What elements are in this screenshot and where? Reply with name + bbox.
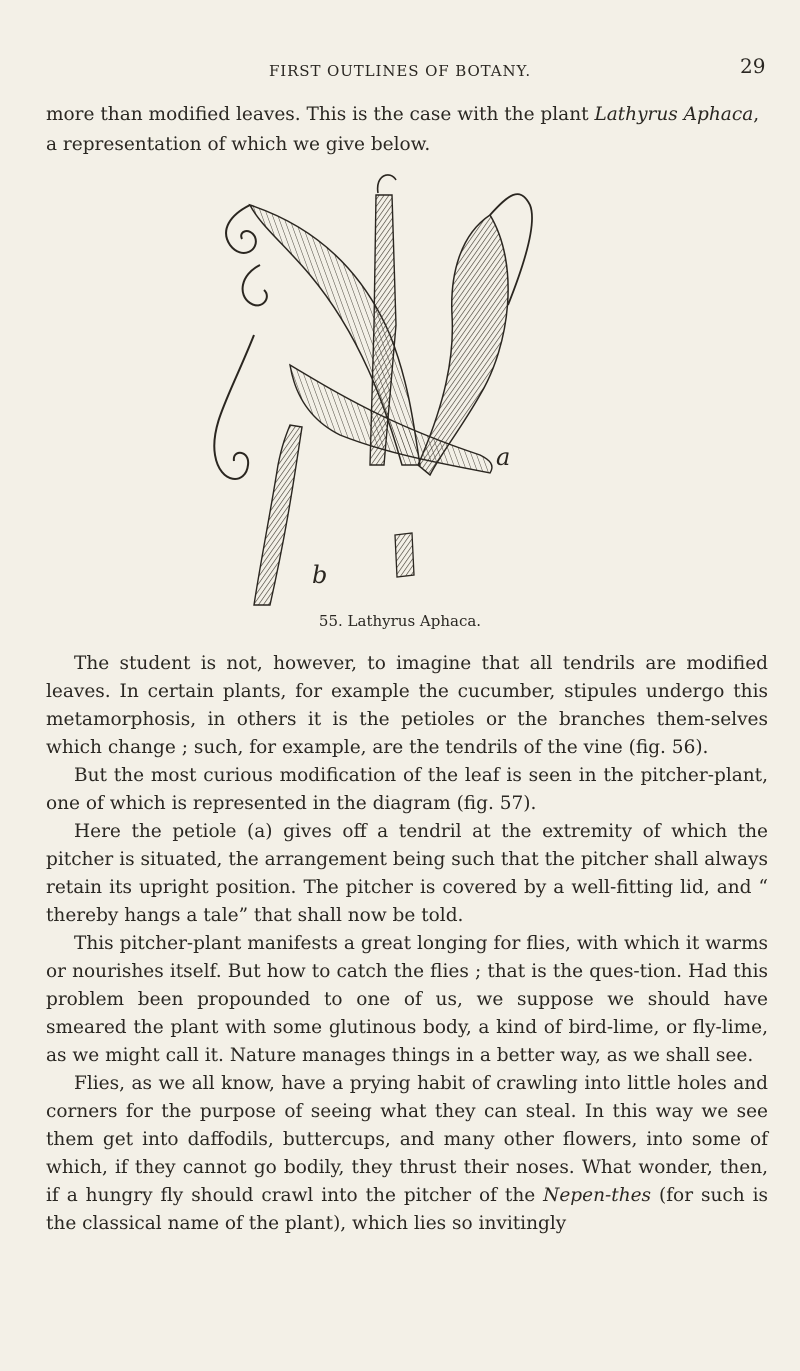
paragraph-5-text-2: (for such is the classical name of the plant), which lies so invitingly bbox=[46, 1185, 768, 1234]
tendril-left-mid bbox=[243, 265, 267, 305]
figure-label-b: b bbox=[312, 561, 328, 589]
species-name: Lathyrus Aphaca bbox=[594, 104, 754, 125]
intro-text-1: more than modified leaves. This is the case with the plant bbox=[46, 104, 595, 125]
paragraph-3: Here the petiole (a) gives off a tendril at the extremity of which the pitcher is situated, the arrangement being such that the pitcher shall always retain its upright position. The pitcher is covered by a well-fitting lid, and “ thereby hangs a tale” that shall now be told. bbox=[46, 821, 768, 926]
right-stipule bbox=[418, 215, 511, 475]
body-text bbox=[46, 650, 768, 1238]
paragraph-5 bbox=[46, 1070, 768, 1238]
main-stem bbox=[254, 425, 302, 605]
paragraph-4: This pitcher-plant manifests a great longing for flies, with which it warms or nourishes itself. But how to catch the flies ; that is the ques-tion. Had this problem been propounded to one of us, we suppose we should have smeared the plant with some glutinous body, a kind of bird-lime, or fly-lime, as we might call it. Nature manages things in a better way, as we shall see. bbox=[46, 933, 768, 1066]
paragraph-5-text-1: Flies, as we all know, have a prying habit of crawling into little holes and corners for the purpose of seeing what they can steal. In this way we see them get into daffodils, buttercups, and many other flowers, into some of which, if they cannot go bodily, they thrust their noses. What wonder, then, if a hungry fly should crawl into the pitcher of the bbox=[46, 1073, 768, 1206]
intro-paragraph bbox=[46, 100, 766, 160]
stub bbox=[395, 533, 414, 577]
tendril-top bbox=[378, 175, 396, 193]
page-number: 29 bbox=[740, 54, 766, 78]
genus-name: Nepen-thes bbox=[543, 1185, 652, 1206]
figure-label-a: a bbox=[496, 443, 511, 471]
tendril-left-low bbox=[214, 335, 254, 479]
figure-caption: 55. Lathyrus Aphaca. bbox=[318, 612, 482, 630]
plant-illustration bbox=[190, 165, 610, 610]
figure-lathyrus-aphaca bbox=[190, 165, 610, 610]
tendril-left-top bbox=[226, 205, 256, 253]
running-head: FIRST OUTLINES OF BOTANY. bbox=[268, 62, 532, 80]
paragraph-2: But the most curious modification of the leaf is seen in the pitcher-plant, one of which is represented in the diagram (fig. 57). bbox=[46, 765, 768, 814]
paragraph-1: The student is not, however, to imagine that all tendrils are modified leaves. In certain plants, for example the cucumber, stipules undergo this metamorphosis, in others it is the petioles or the branches them-selves which change ; such, for example, are the tendrils of the vine (fig. 56). bbox=[46, 653, 768, 758]
intro-text-2: , a representation of which we give below. bbox=[46, 104, 760, 155]
